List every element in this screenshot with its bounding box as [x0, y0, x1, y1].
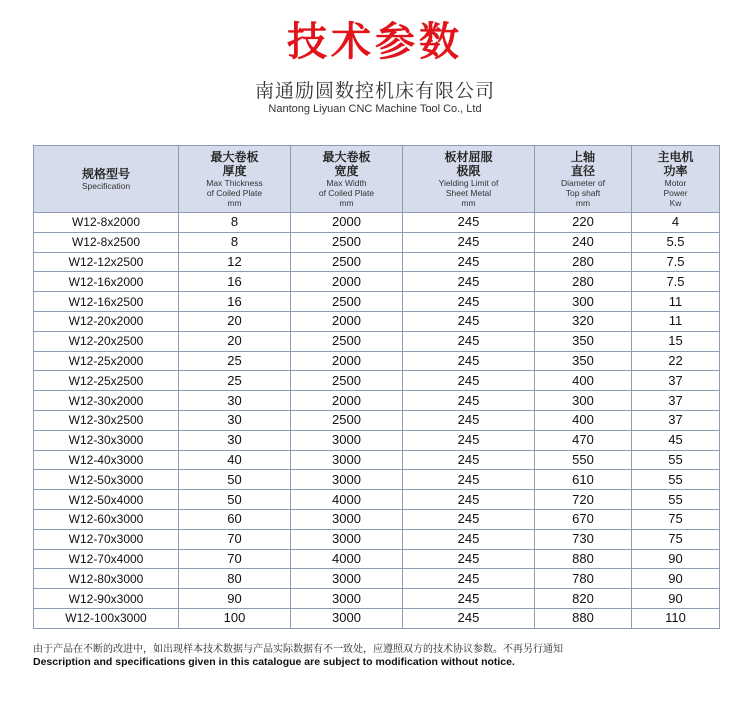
column-header [403, 146, 535, 213]
table-cell: 2500 [291, 371, 403, 391]
table-cell: 11 [632, 292, 720, 312]
table-cell: 245 [403, 589, 535, 609]
table-cell: 400 [535, 410, 632, 430]
table-cell: W12-20x2000 [34, 311, 179, 331]
table-row [34, 391, 720, 411]
table-row [34, 351, 720, 371]
company-name-en: Nantong Liyuan CNC Machine Tool Co., Ltd [268, 103, 482, 115]
table-cell: 610 [535, 470, 632, 490]
table-cell: 37 [632, 391, 720, 411]
table-cell: 245 [403, 391, 535, 411]
column-header [179, 146, 291, 213]
table-cell: 350 [535, 331, 632, 351]
table-cell: 245 [403, 549, 535, 569]
table-cell: 20 [179, 331, 291, 351]
table-cell: 245 [403, 351, 535, 371]
column-header [632, 146, 720, 213]
table-row [34, 549, 720, 569]
table-cell: 75 [632, 529, 720, 549]
column-header-cn: 直径 [570, 164, 595, 178]
table-cell: 2500 [291, 292, 403, 312]
column-header-cn: 功率 [663, 164, 688, 178]
table-cell: 245 [403, 410, 535, 430]
table-cell: 280 [535, 252, 632, 272]
spec-table [33, 145, 720, 629]
table-cell: 70 [179, 549, 291, 569]
table-cell: 245 [403, 213, 535, 233]
column-header-cn: 主电机 [657, 150, 694, 164]
column-header-cn: 上轴 [570, 150, 595, 164]
table-cell: 50 [179, 490, 291, 510]
column-header-en: Specification [81, 181, 131, 191]
table-cell: W12-40x3000 [34, 450, 179, 470]
table-cell: 245 [403, 569, 535, 589]
column-header-cn: 规格型号 [81, 167, 130, 181]
table-cell: W12-16x2000 [34, 272, 179, 292]
table-cell: 880 [535, 608, 632, 628]
table-cell: 245 [403, 252, 535, 272]
table-cell: 60 [179, 509, 291, 529]
column-header-cn: 宽度 [334, 164, 359, 178]
table-cell: 25 [179, 351, 291, 371]
table-row [34, 213, 720, 233]
table-row [34, 589, 720, 609]
table-cell: 4 [632, 213, 720, 233]
table-cell: W12-25x2500 [34, 371, 179, 391]
table-cell: 3000 [291, 569, 403, 589]
table-row [34, 450, 720, 470]
table-cell: 470 [535, 430, 632, 450]
table-cell: 25 [179, 371, 291, 391]
table-cell: 30 [179, 391, 291, 411]
table-cell: 3000 [291, 589, 403, 609]
table-row [34, 430, 720, 450]
column-header [291, 146, 403, 213]
table-cell: 245 [403, 608, 535, 628]
table-cell: W12-16x2500 [34, 292, 179, 312]
disclaimer-en: Description and specifications given in this catalogue are subject to modification without notice. [33, 656, 515, 668]
table-row [34, 608, 720, 628]
column-header-en: mm [461, 198, 476, 208]
table-cell: 30 [179, 410, 291, 430]
table-cell: 55 [632, 470, 720, 490]
table-cell: W12-90x3000 [34, 589, 179, 609]
table-cell: 22 [632, 351, 720, 371]
table-cell: 245 [403, 450, 535, 470]
table-cell: 7.5 [632, 272, 720, 292]
table-cell: 245 [403, 371, 535, 391]
table-cell: W12-80x3000 [34, 569, 179, 589]
table-cell: 240 [535, 232, 632, 252]
table-cell: 820 [535, 589, 632, 609]
table-cell: 2000 [291, 213, 403, 233]
table-cell: 2500 [291, 410, 403, 430]
column-header-en: Top shaft [565, 188, 601, 198]
table-cell: 90 [632, 589, 720, 609]
table-cell: 280 [535, 272, 632, 292]
table-cell: 2500 [291, 331, 403, 351]
table-cell: W12-12x2500 [34, 252, 179, 272]
table-cell: 3000 [291, 608, 403, 628]
disclaimer-cn: 由于产品在不断的改进中，如出现样本技术数据与产品实际数据有不一致处，应遵照双方的技术协议参数。不再另行通知 [33, 644, 563, 655]
table-cell: 245 [403, 292, 535, 312]
table-row [34, 470, 720, 490]
table-cell: 350 [535, 351, 632, 371]
table-cell: 55 [632, 490, 720, 510]
table-cell: 20 [179, 311, 291, 331]
table-cell: 50 [179, 470, 291, 490]
table-cell: 12 [179, 252, 291, 272]
table-row [34, 371, 720, 391]
column-header-en: of Coiled Plate [206, 188, 263, 198]
table-cell: 245 [403, 470, 535, 490]
table-cell: 2000 [291, 272, 403, 292]
table-cell: W12-25x2000 [34, 351, 179, 371]
table-cell: 3000 [291, 509, 403, 529]
column-header-en: Kw [669, 198, 682, 208]
table-cell: W12-50x4000 [34, 490, 179, 510]
table-cell: 11 [632, 311, 720, 331]
table-cell: 400 [535, 371, 632, 391]
column-header-en: mm [227, 198, 242, 208]
column-header [34, 146, 179, 213]
table-cell: 4000 [291, 490, 403, 510]
column-header-en: Max Width [326, 178, 367, 188]
table-cell: W12-70x4000 [34, 549, 179, 569]
table-cell: 3000 [291, 529, 403, 549]
table-row [34, 529, 720, 549]
table-cell: 90 [632, 549, 720, 569]
column-header-cn: 最大卷板 [210, 150, 259, 164]
column-header-en: mm [575, 198, 591, 208]
column-header-en: mm [339, 198, 354, 208]
table-cell: 55 [632, 450, 720, 470]
column-header-en: Diameter of [561, 178, 605, 188]
table-cell: W12-30x2500 [34, 410, 179, 430]
table-cell: 75 [632, 509, 720, 529]
table-cell: 90 [632, 569, 720, 589]
table-cell: 880 [535, 549, 632, 569]
table-cell: 245 [403, 529, 535, 549]
column-header [535, 146, 632, 213]
table-row [34, 490, 720, 510]
table-cell: W12-60x3000 [34, 509, 179, 529]
table-cell: 730 [535, 529, 632, 549]
table-cell: 90 [179, 589, 291, 609]
table-cell: W12-50x3000 [34, 470, 179, 490]
table-cell: 16 [179, 292, 291, 312]
table-cell: 670 [535, 509, 632, 529]
table-row [34, 331, 720, 351]
table-cell: 3000 [291, 430, 403, 450]
table-row [34, 569, 720, 589]
table-cell: W12-20x2500 [34, 331, 179, 351]
table-cell: 245 [403, 331, 535, 351]
table-row [34, 410, 720, 430]
table-row [34, 272, 720, 292]
table-cell: 45 [632, 430, 720, 450]
table-cell: 780 [535, 569, 632, 589]
column-header-cn: 极限 [456, 164, 481, 178]
table-cell: 8 [179, 232, 291, 252]
column-header-cn: 厚度 [222, 164, 247, 178]
table-cell: 300 [535, 292, 632, 312]
table-header-row [34, 146, 720, 213]
table-cell: 8 [179, 213, 291, 233]
table-cell: 5.5 [632, 232, 720, 252]
table-cell: 16 [179, 272, 291, 292]
table-cell: 4000 [291, 549, 403, 569]
table-cell: 320 [535, 311, 632, 331]
table-cell: W12-30x2000 [34, 391, 179, 411]
column-header-en: Yielding Limit of [438, 178, 499, 188]
table-cell: 220 [535, 213, 632, 233]
table-cell: 245 [403, 509, 535, 529]
table-cell: 720 [535, 490, 632, 510]
table-cell: W12-70x3000 [34, 529, 179, 549]
column-header-en: Max Thickness [206, 178, 263, 188]
column-header-en: Motor [664, 178, 687, 188]
table-cell: 37 [632, 371, 720, 391]
table-cell: 3000 [291, 450, 403, 470]
table-cell: W12-8x2500 [34, 232, 179, 252]
table-cell: 3000 [291, 470, 403, 490]
table-cell: 100 [179, 608, 291, 628]
table-row [34, 311, 720, 331]
table-cell: 2000 [291, 391, 403, 411]
column-header-cn: 板材屈服 [444, 150, 493, 164]
table-body [34, 213, 720, 629]
table-cell: 70 [179, 529, 291, 549]
table-cell: 2500 [291, 232, 403, 252]
table-cell: 245 [403, 430, 535, 450]
table-cell: 37 [632, 410, 720, 430]
table-row [34, 292, 720, 312]
company-name-cn: 南通励圆数控机床有限公司 [254, 80, 495, 102]
table-cell: 245 [403, 490, 535, 510]
table-row [34, 509, 720, 529]
table-cell: W12-8x2000 [34, 213, 179, 233]
table-cell: 2500 [291, 252, 403, 272]
table-cell: 2000 [291, 311, 403, 331]
table-cell: 245 [403, 272, 535, 292]
column-header-en: Power [663, 188, 688, 198]
table-cell: 7.5 [632, 252, 720, 272]
table-cell: 30 [179, 430, 291, 450]
table-cell: 15 [632, 331, 720, 351]
table-cell: 550 [535, 450, 632, 470]
table-row [34, 232, 720, 252]
column-header-cn: 最大卷板 [322, 150, 371, 164]
column-header-en: Sheet Metal [445, 188, 492, 198]
table-cell: W12-30x3000 [34, 430, 179, 450]
table-cell: 245 [403, 311, 535, 331]
table-cell: W12-100x3000 [34, 608, 179, 628]
page-title: 技术参数 [287, 19, 463, 65]
table-cell: 110 [632, 608, 720, 628]
table-row [34, 252, 720, 272]
table-cell: 40 [179, 450, 291, 470]
table-cell: 80 [179, 569, 291, 589]
table-cell: 2000 [291, 351, 403, 371]
table-cell: 245 [403, 232, 535, 252]
table-cell: 300 [535, 391, 632, 411]
column-header-en: of Coiled Plate [318, 188, 375, 198]
